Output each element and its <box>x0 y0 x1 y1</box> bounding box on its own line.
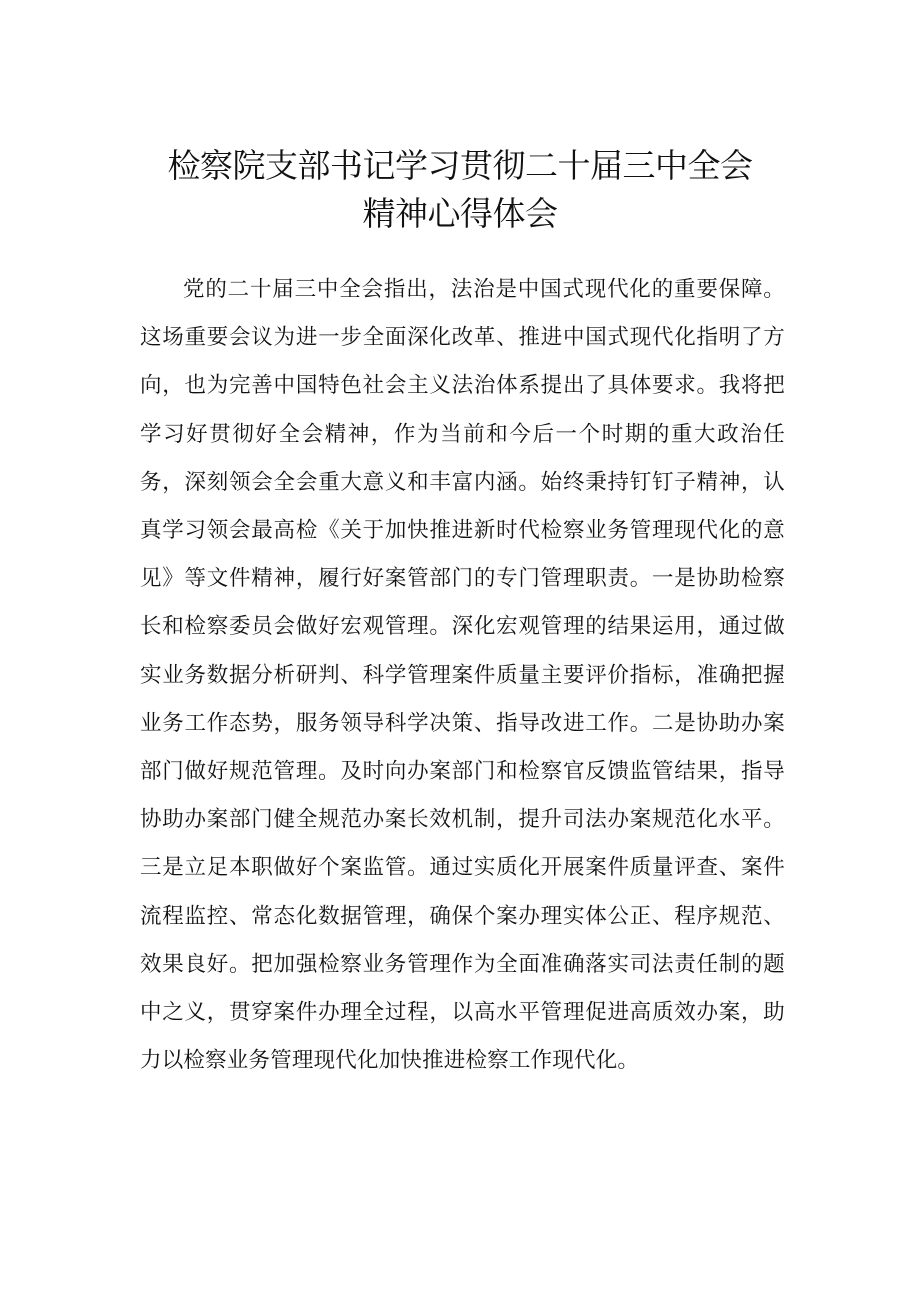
title-line-2: 精神心得体会 <box>362 194 558 233</box>
document-title <box>0 142 920 238</box>
title-line-1: 检察院支部书记学习贯彻二十届三中全会 <box>167 146 753 185</box>
body-paragraph: 党的二十届三中全会指出，法治是中国式现代化的重要保障。这场重要会议为进一步全面深化改革、推进中国式现代化指明了方向，也为完善中国特色社会主义法治体系提出了具体要求。我将把学习好贯彻好全会精神，作为当前和今后一个时期的重大政治任务，深刻领会全会重大意义和丰富内涵。始终秉持钉钉子精神，认真学习领会最高检《关于加快推进新时代检察业务管理现代化的意见》等文件精神，履行好案管部门的专门管理职责。一是协助检察长和检察委员会做好宏观管理。深化宏观管理的结果运用，通过做实业务数据分析研判、科学管理案件质量主要评价指标，准确把握业务工作态势，服务领导科学决策、指导改进工作。二是协助办案部门做好规范管理。及时向办案部门和检察官反馈监管结果，指导协助办案部门健全规范办案长效机制，提升司法办案规范化水平。三是立足本职做好个案监管。通过实质化开展案件质量评查、案件流程监控、常态化数据管理，确保个案办理实体公正、程序规范、效果良好。把加强检察业务管理作为全面准确落实司法责任制的题中之义，贯穿案件办理全过程，以高水平管理促进高质效办案，助力以检察业务管理现代化加快推进检察工作现代化。 <box>140 277 785 1074</box>
